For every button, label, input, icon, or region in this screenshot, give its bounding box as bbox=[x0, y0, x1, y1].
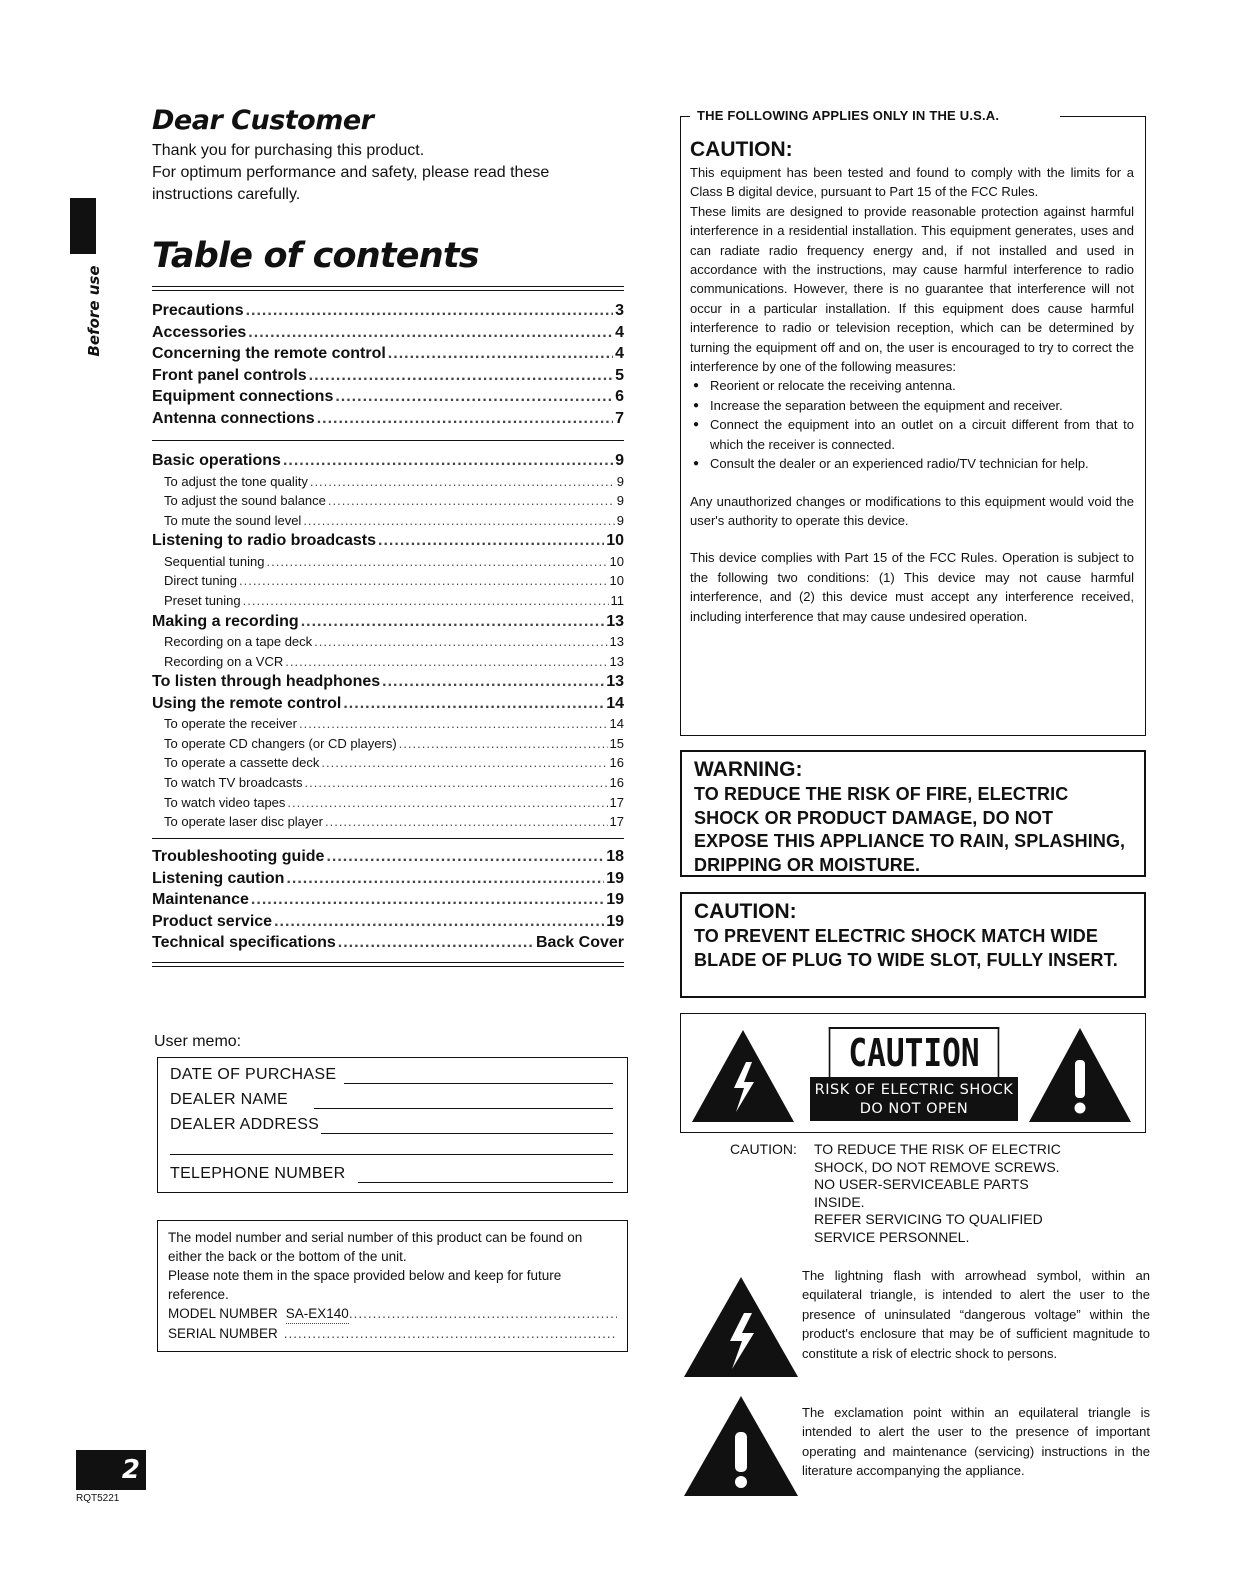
toc-entry-label: To listen through headphones bbox=[152, 673, 381, 691]
toc-entry-label: Front panel controls bbox=[152, 366, 307, 384]
toc-entry bbox=[152, 324, 624, 346]
date-of-purchase-field: DATE OF PURCHASE bbox=[170, 1066, 613, 1084]
toc-entry bbox=[152, 634, 624, 654]
toc-entry-page: 16 bbox=[609, 775, 624, 791]
lightning-symbol-explanation: The lightning flash with arrowhead symbol, within an equilateral triangle, is intended to alert the user to the presence of uninsulated “dangerous voltage” within the product's enclosure that may be of sufficient magnitude to constitute a risk of electric shock to persons. bbox=[802, 1268, 1150, 1361]
warning-text: TO REDUCE THE RISK OF FIRE, ELECTRIC SHOCK OR PRODUCT DAMAGE, DO NOT EXPOSE THIS APPLIANCE TO RAIN, SPLASHING, DRIPPING OR MOISTURE. bbox=[694, 784, 1126, 875]
toc-entry bbox=[152, 593, 624, 613]
toc-entry-page: Back Cover bbox=[535, 934, 624, 951]
caution-label-panel bbox=[810, 1027, 1018, 1123]
list-item: ● Increase the separation between the equipment and receiver. bbox=[690, 396, 1134, 415]
toc-entry-page: 16 bbox=[609, 755, 624, 771]
toc-entry-page: 9 bbox=[616, 512, 624, 528]
fcc-measures-list bbox=[690, 376, 1134, 473]
toc-entry-page: 7 bbox=[615, 409, 624, 427]
model-number-value: SA-EX140 bbox=[286, 1304, 349, 1324]
toc-entry bbox=[152, 388, 624, 410]
dealer-name-field: DEALER NAME bbox=[170, 1091, 613, 1109]
user-memo-box bbox=[157, 1057, 628, 1193]
toc-entry-label: Technical specifications bbox=[152, 934, 336, 951]
toc-entry-page: 17 bbox=[609, 814, 624, 830]
toc-entry-page: 10 bbox=[609, 553, 624, 569]
toc-entry-label: Making a recording bbox=[152, 612, 299, 630]
toc-entry bbox=[152, 891, 624, 913]
toc-title: Table of contents bbox=[152, 236, 479, 276]
toc-entry bbox=[152, 613, 624, 635]
section-tab-marker bbox=[70, 198, 96, 254]
toc-entry-label: Recording on a tape deck bbox=[164, 634, 313, 650]
toc-entry bbox=[152, 736, 624, 756]
toc-entry-page: 10 bbox=[609, 573, 624, 589]
toc-entry bbox=[152, 695, 624, 717]
dear-customer-text: Thank you for purchasing this product. For optimum performance and safety, please read these instructions carefully. bbox=[152, 142, 550, 203]
toc-entry-page: 11 bbox=[610, 592, 624, 608]
page-number: 2 bbox=[76, 1450, 146, 1490]
section-tab-label: Before use bbox=[85, 265, 103, 357]
toc-entry bbox=[152, 410, 624, 432]
toc-entry-label: Equipment connections bbox=[152, 388, 334, 405]
toc-entry-label: Preset tuning bbox=[164, 592, 241, 608]
toc-bottom-rule bbox=[152, 962, 624, 967]
toc-entry-label: Product service bbox=[152, 912, 273, 930]
document-code: RQT5221 bbox=[76, 1493, 120, 1504]
list-item: ● Consult the dealer or an experienced radio/TV technician for help. bbox=[690, 454, 1134, 473]
toc-entry-label: Recording on a VCR bbox=[164, 653, 284, 669]
warning-box bbox=[680, 750, 1146, 877]
toc-entry bbox=[152, 934, 624, 956]
toc-entry-page: 3 bbox=[615, 302, 624, 319]
toc-entry bbox=[152, 814, 624, 834]
toc-entry-label: To mute the sound level bbox=[164, 512, 302, 528]
toc-divider bbox=[152, 838, 624, 839]
toc-entry-label: Troubleshooting guide bbox=[152, 848, 325, 865]
toc-divider bbox=[152, 440, 624, 441]
exclamation-triangle-icon bbox=[682, 1394, 800, 1498]
plug-caution-title: CAUTION: bbox=[694, 900, 797, 923]
toc-entry-page: 5 bbox=[615, 366, 624, 384]
toc-entry-label: To adjust the tone quality bbox=[164, 473, 308, 489]
toc-entry-label: Direct tuning bbox=[164, 573, 237, 589]
toc-top-rule bbox=[152, 286, 624, 291]
toc-entry-page: 14 bbox=[609, 716, 624, 732]
toc-entry-label: To adjust the sound balance bbox=[164, 493, 326, 509]
fcc-caution-title: CAUTION: bbox=[690, 138, 793, 161]
toc-entry-page: 9 bbox=[616, 493, 624, 509]
toc-entry-page: 14 bbox=[606, 694, 624, 712]
toc-entry bbox=[152, 795, 624, 815]
toc-entry bbox=[152, 775, 624, 795]
dealer-address-line-2 bbox=[170, 1154, 613, 1155]
toc-entry-page: 4 bbox=[615, 345, 624, 362]
toc-entry-label: Using the remote control bbox=[152, 694, 342, 712]
toc-entry bbox=[152, 913, 624, 935]
toc-entry-label: To operate a cassette deck bbox=[164, 755, 320, 771]
toc-entry-page: 18 bbox=[606, 848, 624, 865]
list-item: ● Connect the equipment into an outlet on a circuit different from that to which the receiver is connected. bbox=[690, 415, 1134, 454]
toc-entry-page: 13 bbox=[606, 673, 624, 691]
model-serial-box: The model number and serial number of this product can be found on either the back or the bottom of the unit. Please note them in the space provided below and keep for future reference. MODEL NUMBER SA-EX140 ..... SERIAL NUMBER ..... bbox=[157, 1220, 628, 1352]
toc-entry-page: 13 bbox=[606, 612, 624, 630]
toc-entry-page: 6 bbox=[615, 388, 624, 405]
toc-entry bbox=[152, 755, 624, 775]
toc-group-1 bbox=[152, 302, 624, 431]
toc-entry bbox=[152, 673, 624, 695]
toc-entry-page: 19 bbox=[606, 891, 624, 908]
toc-entry bbox=[152, 532, 624, 554]
usa-notice-heading: THE FOLLOWING APPLIES ONLY IN THE U.S.A. bbox=[697, 108, 1000, 123]
lightning-triangle-icon bbox=[690, 1028, 796, 1124]
toc-entry bbox=[152, 870, 624, 892]
toc-entry-label: To watch video tapes bbox=[164, 794, 286, 810]
serial-number-row: SERIAL NUMBER ..... bbox=[168, 1324, 617, 1343]
toc-entry-page: 10 bbox=[606, 532, 624, 550]
toc-entry-page: 13 bbox=[609, 653, 624, 669]
toc-entry-page: 19 bbox=[606, 912, 624, 930]
list-item: ● Reorient or relocate the receiving antenna. bbox=[690, 376, 1134, 395]
lightning-triangle-icon bbox=[682, 1275, 800, 1379]
caution-label-subtitle: RISK OF ELECTRIC SHOCK DO NOT OPEN bbox=[810, 1077, 1018, 1121]
toc-entry-page: 19 bbox=[606, 869, 624, 887]
toc-entry bbox=[152, 554, 624, 574]
toc-entry bbox=[152, 716, 624, 736]
toc-entry-page: 4 bbox=[615, 323, 624, 341]
plug-caution-text: TO PREVENT ELECTRIC SHOCK MATCH WIDE BLADE OF PLUG TO WIDE SLOT, FULLY INSERT. bbox=[694, 926, 1118, 970]
toc-entry bbox=[152, 513, 624, 533]
caution-label-title: CAUTION bbox=[829, 1027, 1000, 1077]
exclamation-triangle-icon bbox=[1027, 1026, 1133, 1124]
fcc-notice-text: This equipment has been tested and found to comply with the limits for a Class B digital device, pursuant to Part 15 of the FCC Rules. These limits are designed to provide reasonable protection against harmful interference in a residential installation. This equipment generates, uses and can radiate radio frequency energy and, if not installed and used in accordance with the instructions, may cause harmful interference to radio communications. However, there is no guarantee that interference will not occur in a particular installation. If this equipment does cause harmful interference to radio or television reception, which can be determined by turning the equipment off and on, the user is encouraged to try to correct the interference by one of the following measures: ● Reorient or relocate the receiving antenna. ● Increase the separation between the equipment and receiver. ● Connect the equipment into an outlet on a circuit different from that to which the receiver is connected. ● Consult the dealer or an experienced radio/TV technician for help. Any unauthorized changes or modifications to this equipment would void the user's authority to operate this device. This device complies with Part 15 of the FCC Rules. Operation is subject to the following two conditions: (1) This device may not cause harmful interference, and (2) this device must accept any interference received, including interference that may cause undesired operation. bbox=[690, 163, 1134, 626]
toc-entry bbox=[152, 452, 624, 474]
warning-title: WARNING: bbox=[694, 758, 803, 781]
toc-entry bbox=[152, 345, 624, 367]
toc-entry-label: Listening to radio broadcasts bbox=[152, 532, 377, 550]
toc-entry-label: To operate laser disc player bbox=[164, 814, 323, 830]
toc-entry bbox=[152, 654, 624, 674]
toc-entry-label: Listening caution bbox=[152, 869, 285, 887]
toc-entry-label: Accessories bbox=[152, 323, 247, 341]
toc-entry bbox=[152, 573, 624, 593]
toc-entry bbox=[152, 848, 624, 870]
toc-entry-label: Concerning the remote control bbox=[152, 345, 386, 362]
toc-entry-label: To operate CD changers (or CD players) bbox=[164, 735, 397, 751]
toc-entry bbox=[152, 493, 624, 513]
toc-entry bbox=[152, 474, 624, 494]
toc-entry bbox=[152, 302, 624, 324]
user-memo-label: User memo: bbox=[154, 1033, 242, 1050]
toc-entry-page: 9 bbox=[615, 452, 624, 469]
toc-entry-label: To operate the receiver bbox=[164, 716, 297, 732]
toc-entry-page: 13 bbox=[609, 634, 624, 650]
toc-entry-label: Sequential tuning bbox=[164, 553, 265, 569]
toc-entry-page: 17 bbox=[609, 794, 624, 810]
toc-entry-page: 9 bbox=[616, 473, 624, 489]
toc-group-3 bbox=[152, 848, 624, 956]
toc-entry-page: 15 bbox=[609, 735, 624, 751]
dear-customer-title: Dear Customer bbox=[152, 105, 374, 136]
toc-entry-label: Maintenance bbox=[152, 891, 249, 908]
toc-entry-label: Precautions bbox=[152, 302, 244, 319]
model-number-row: MODEL NUMBER SA-EX140 ..... bbox=[168, 1304, 617, 1324]
toc-entry bbox=[152, 367, 624, 389]
telephone-number-field: TELEPHONE NUMBER bbox=[170, 1165, 613, 1183]
toc-group-2 bbox=[152, 452, 624, 834]
toc-entry-label: To watch TV broadcasts bbox=[164, 775, 303, 791]
dealer-address-field: DEALER ADDRESS bbox=[170, 1116, 613, 1134]
plug-caution-box bbox=[680, 892, 1146, 998]
exclamation-symbol-explanation: The exclamation point within an equilateral triangle is intended to alert the user to the presence of important operating and maintenance (servicing) instructions in the literature accompanying the appliance. bbox=[802, 1405, 1150, 1479]
service-caution-text: CAUTION: TO REDUCE THE RISK OF ELECTRIC SHOCK, DO NOT REMOVE SCREWS. NO USER-SERVICEABLE PARTS INSIDE. REFER SERVICING TO QUALIFIED SERVICE PERSONNEL. bbox=[730, 1141, 1061, 1245]
toc-entry-label: Basic operations bbox=[152, 452, 281, 469]
toc-entry-label: Antenna connections bbox=[152, 409, 315, 427]
